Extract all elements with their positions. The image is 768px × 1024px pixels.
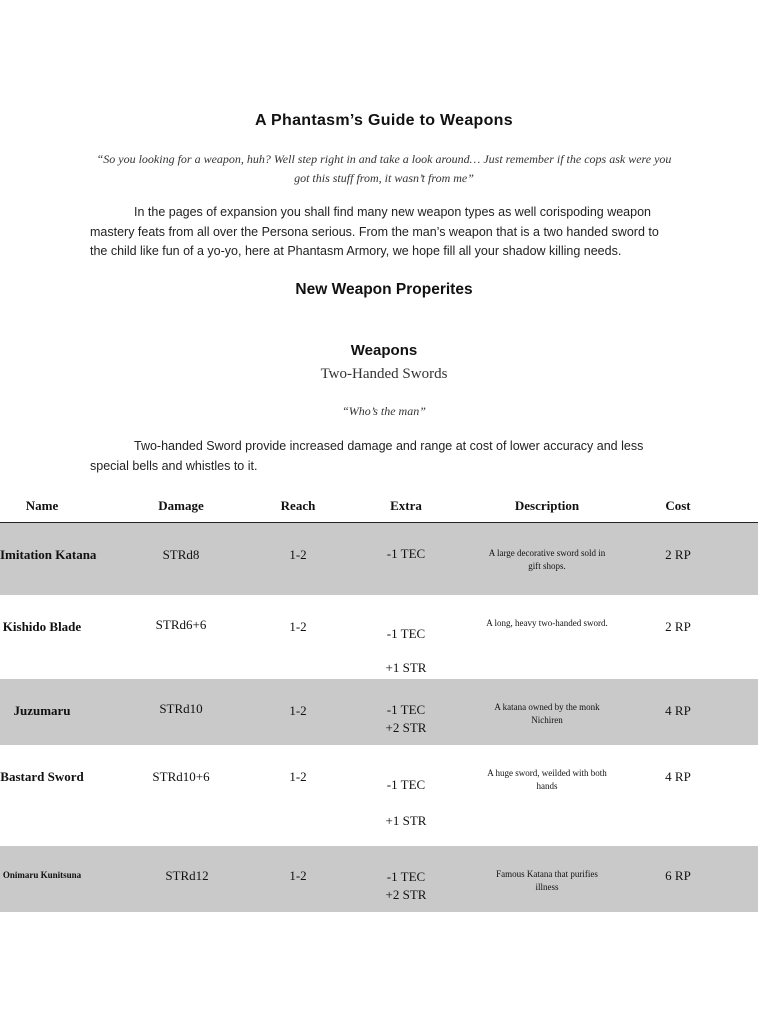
extra-line-1: -1 TEC (386, 702, 426, 717)
weapon-damage: STRd6+6 (155, 617, 207, 632)
extra-line-2: +1 STR (385, 813, 427, 828)
table-row (0, 846, 758, 912)
header-extra: Extra (390, 498, 422, 513)
weapon-cost: 4 RP (665, 769, 691, 784)
weapon-reach: 1-2 (289, 547, 307, 562)
weapon-damage: STRd10+6 (152, 769, 210, 784)
category-quote: “Who’s the man” (342, 404, 426, 418)
header-cost: Cost (665, 498, 691, 513)
header-damage: Damage (158, 498, 204, 513)
weapon-description: A long, heavy two-handed sword. (486, 618, 608, 628)
weapon-extra (356, 545, 456, 563)
category-description (90, 437, 675, 476)
weapon-description: A large decorative sword sold in gift shops. (488, 548, 606, 571)
weapon-name: Bastard Sword (0, 769, 84, 784)
weapon-damage: STRd8 (162, 547, 200, 562)
category-description-text: Two-handed Sword provide increased damage and range at cost of lower accuracy and less special bells and whistles to it. (90, 439, 644, 473)
table-header (0, 488, 758, 523)
weapon-reach: 1-2 (289, 619, 307, 634)
extra-line-2: +2 STR (385, 720, 427, 735)
weapon-cost: 2 RP (665, 547, 691, 562)
weapon-extra (356, 868, 456, 904)
subsection-title: Weapons (350, 342, 418, 359)
weapon-reach: 1-2 (289, 703, 307, 718)
weapon-name: Juzumaru (13, 703, 71, 718)
intro-text: In the pages of expansion you shall find many new weapon types as well corispoding weapon mastery feats from all over the Persona serious. From the man’s weapon that is a two handed sword to the child like fun of a yo-yo, here at Phantasm Armory, we hope fill all your shadow killing needs. (90, 205, 659, 258)
extra-line-1: -1 TEC (386, 546, 426, 561)
section-title: New Weapon Properites (295, 281, 473, 298)
weapon-extra (356, 701, 456, 737)
extra-line-1: -1 TEC (386, 869, 426, 884)
weapon-name: Kishido Blade (2, 619, 82, 634)
weapon-extra (356, 767, 456, 839)
weapon-description: A katana owned by the monk Nichiren (494, 702, 600, 725)
weapons-table (0, 488, 758, 912)
weapon-name: Imitation Katana (0, 547, 97, 562)
weapon-extra (356, 617, 456, 685)
weapon-reach: 1-2 (289, 868, 307, 883)
weapon-cost: 6 RP (665, 868, 691, 883)
extra-line-2: +1 STR (385, 660, 427, 675)
header-description: Description (514, 498, 580, 513)
table-row (0, 595, 758, 679)
weapon-damage: STRd12 (165, 868, 209, 883)
intro-quote: “So you looking for a weapon, huh? Well step right in and take a look around… Just remember if the cops ask were you got this stuff from, it wasn’t from me” (96, 152, 672, 185)
weapon-reach: 1-2 (289, 769, 307, 784)
weapon-description: A huge sword, weilded with both hands (487, 768, 607, 791)
page-title: A Phantasm’s Guide to Weapons (255, 112, 513, 129)
weapon-description: Famous Katana that purifies illness (496, 869, 598, 892)
weapon-cost: 4 RP (665, 703, 691, 718)
category-title: Two-Handed Swords (320, 366, 448, 382)
weapon-cost: 2 RP (665, 619, 691, 634)
weapon-damage: STRd10 (159, 701, 203, 716)
extra-line-1: -1 TEC (386, 626, 426, 641)
header-reach: Reach (280, 498, 316, 513)
extra-line-2: +2 STR (385, 887, 427, 902)
table-row (0, 745, 758, 846)
table-row (0, 523, 758, 595)
header-name: Name (25, 498, 59, 513)
weapon-name: Onimaru Kunitsuna (2, 870, 82, 880)
extra-line-1: -1 TEC (386, 777, 426, 792)
intro-paragraph (90, 203, 675, 262)
table-row (0, 679, 758, 745)
